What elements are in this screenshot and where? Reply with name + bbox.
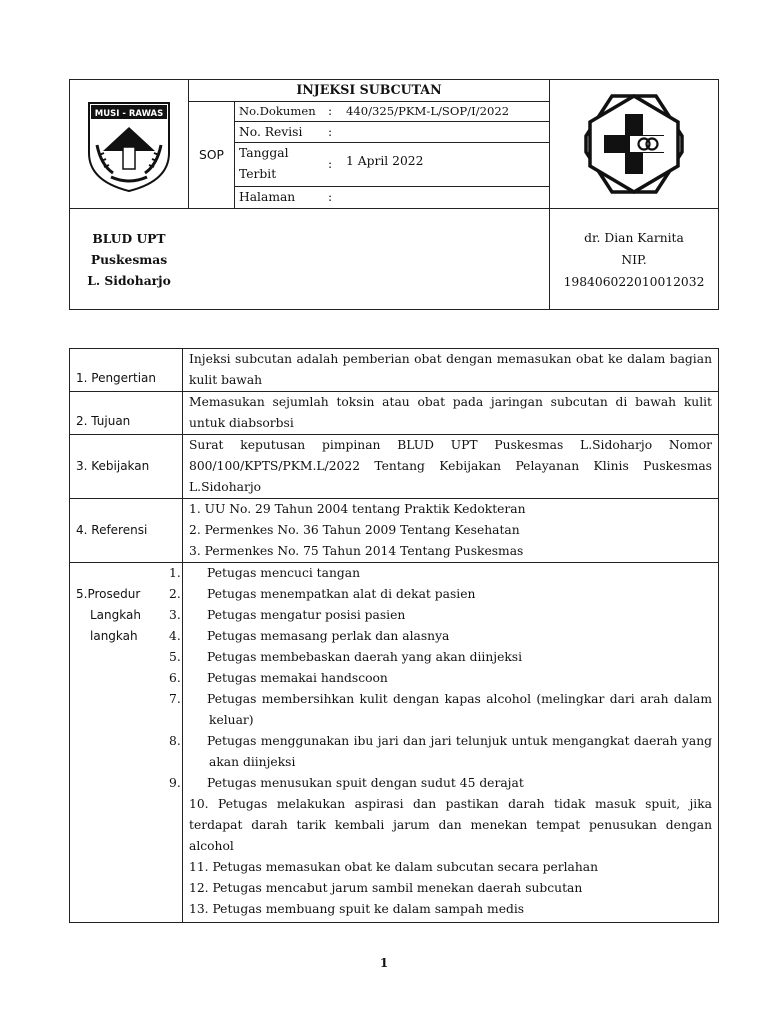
puskesmas-logo bbox=[550, 80, 718, 208]
meta-label: Terbit bbox=[239, 167, 277, 181]
meta-row-dokumen bbox=[235, 102, 550, 121]
nip-label: NIP. bbox=[621, 252, 647, 267]
table-row bbox=[70, 392, 719, 435]
table-row bbox=[70, 563, 719, 923]
list-item: 12. Petugas mencabut jarum sambil menekan daerah subcutan bbox=[189, 881, 583, 895]
row-label: 1. Pengertian bbox=[70, 349, 183, 392]
list-item: 2. Permenkes No. 36 Tahun 2009 Tentang Kesehatan bbox=[189, 523, 520, 537]
step-text: Petugas menggunakan ibu jari dan jari telunjuk untuk mengangkat daerah yang akan diinjeksi bbox=[207, 734, 712, 769]
puskesmas-emblem-icon bbox=[582, 92, 686, 196]
row-label: 4. Referensi bbox=[70, 499, 183, 563]
meta-colon: : bbox=[328, 190, 333, 204]
table-row bbox=[70, 435, 719, 499]
step-number: 3. bbox=[169, 608, 181, 622]
list-item: 11. Petugas memasukan obat ke dalam subcutan secara perlahan bbox=[189, 860, 599, 874]
list-item bbox=[169, 626, 712, 647]
musi-rawas-emblem-icon bbox=[83, 95, 175, 193]
step-text: Petugas membersihkan kulit dengan kapas alcohol (melingkar dari arah dalam keluar) bbox=[207, 692, 712, 727]
org-line: Puskesmas bbox=[90, 252, 168, 267]
sop-label: SOP bbox=[199, 148, 224, 162]
kebijakan-text: Surat keputusan pimpinan BLUD UPT Puskesmas L.Sidoharjo Nomor 800/100/KPTS/PKM.L/2022 Tentang Kebijakan Pelayanan Klinis Puskesmas L.Sidoharjo bbox=[183, 435, 719, 499]
row-label: 3. Kebijakan bbox=[70, 435, 183, 499]
step-text: Petugas memasang perlak dan alasnya bbox=[207, 629, 450, 643]
meta-row-halaman bbox=[235, 187, 550, 208]
meta-row-revisi bbox=[235, 122, 550, 142]
meta-colon: : bbox=[328, 125, 333, 139]
row-label: langkah bbox=[90, 629, 138, 643]
pengertian-text: Injeksi subcutan adalah pemberian obat dengan memasukan obat ke dalam bagian kulit bawah bbox=[183, 349, 719, 392]
list-item: 13. Petugas membuang spuit ke dalam sampah medis bbox=[189, 902, 525, 916]
page-number: 1 bbox=[379, 956, 389, 970]
step-text: Petugas mengatur posisi pasien bbox=[207, 608, 406, 622]
referensi-list bbox=[183, 499, 719, 563]
prosedur-steps bbox=[169, 563, 719, 923]
document-title: INJEKSI SUBCUTAN bbox=[296, 82, 442, 97]
step-text: Petugas memakai handscoon bbox=[207, 671, 388, 685]
meta-label: No.Dokumen bbox=[239, 104, 316, 118]
logo-text: MUSI - RAWAS bbox=[94, 109, 164, 119]
list-item bbox=[169, 731, 712, 773]
step-number: 6. bbox=[169, 671, 181, 685]
issue-date: 1 April 2022 bbox=[346, 154, 424, 168]
list-item bbox=[169, 584, 712, 605]
list-item bbox=[169, 563, 712, 584]
step-number: 7. bbox=[169, 692, 181, 706]
meta-row-tanggal bbox=[235, 143, 550, 186]
step-number: 8. bbox=[169, 734, 181, 748]
nip-number: 198406022010012032 bbox=[563, 274, 705, 289]
step-number: 4. bbox=[169, 629, 181, 643]
list-item: 1. UU No. 29 Tahun 2004 tentang Praktik Kedokteran bbox=[189, 502, 526, 516]
meta-label: Tanggal bbox=[239, 146, 289, 160]
step-text: Petugas menusukan spuit dengan sudut 45 derajat bbox=[207, 776, 524, 790]
meta-colon: : bbox=[328, 104, 333, 118]
step-number: 9. bbox=[169, 776, 181, 790]
meta-label: Halaman bbox=[239, 190, 296, 204]
signatory-block bbox=[550, 209, 718, 310]
step-text: Petugas menempatkan alat di dekat pasien bbox=[207, 587, 476, 601]
list-item bbox=[169, 689, 712, 731]
prosedur-label bbox=[70, 563, 183, 923]
step-number: 5. bbox=[169, 650, 181, 664]
row-label: Langkah bbox=[90, 608, 141, 622]
document-number: 440/325/PKM-L/SOP/I/2022 bbox=[346, 104, 510, 118]
table-row bbox=[70, 349, 719, 392]
org-line: L. Sidoharjo bbox=[87, 273, 171, 288]
meta-colon: : bbox=[328, 157, 333, 171]
tujuan-text: Memasukan sejumlah toksin atau obat pada jaringan subcutan di bawah kulit untuk diabsorbsi bbox=[183, 392, 719, 435]
sop-header bbox=[69, 79, 719, 310]
list-item: 10. Petugas melakukan aspirasi dan pastikan darah tidak masuk spuit, jika terdapat darah tarik kembali jarum dan menekan tempat penusukan dengan alcohol bbox=[189, 797, 712, 853]
musi-rawas-logo bbox=[70, 80, 188, 208]
row-label: 5.Prosedur bbox=[76, 587, 141, 601]
organization-name bbox=[70, 209, 188, 310]
step-text: Petugas membebaskan daerah yang akan diinjeksi bbox=[207, 650, 523, 664]
list-item bbox=[169, 647, 712, 668]
org-line: BLUD UPT bbox=[92, 231, 166, 246]
step-number: 1. bbox=[169, 566, 181, 580]
list-item bbox=[169, 668, 712, 689]
step-number: 2. bbox=[169, 587, 181, 601]
sop-content-table bbox=[69, 348, 719, 923]
step-text: Petugas mencuci tangan bbox=[207, 566, 360, 580]
list-item: 3. Permenkes No. 75 Tahun 2014 Tentang Puskesmas bbox=[189, 544, 524, 558]
list-item bbox=[169, 605, 712, 626]
signatory-name: dr. Dian Karnita bbox=[584, 230, 684, 245]
table-row bbox=[70, 499, 719, 563]
row-label: 2. Tujuan bbox=[70, 392, 183, 435]
meta-label: No. Revisi bbox=[239, 125, 303, 139]
list-item bbox=[169, 773, 712, 794]
